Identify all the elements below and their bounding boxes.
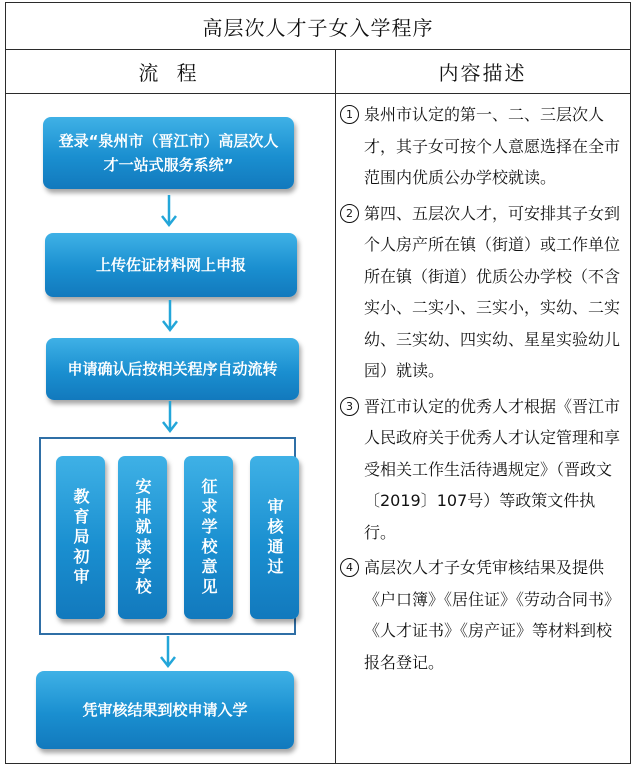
description-text: 第四、五层次人才，可安排其子女到个人房产所在镇（街道）或工作单位所在镇（街道）优质公办学校（不含实小、二实小、三实小，实幼、二实幼、三实幼、四实幼、星星实验幼儿园）就读。	[364, 203, 621, 380]
down-arrow-icon	[160, 401, 180, 435]
substep-label: 教育局初审	[71, 487, 90, 588]
substep-school-opinion	[184, 456, 233, 619]
column-divider	[335, 49, 336, 763]
flow-step-login: 登录“泉州市（晋江市）高层次人才一站式服务系统”	[43, 117, 294, 189]
down-arrow-icon	[158, 636, 178, 670]
table-header	[6, 49, 630, 94]
substep-approved	[250, 456, 299, 619]
review-substeps-group	[39, 437, 296, 635]
down-arrow-icon	[159, 195, 179, 229]
description-item	[340, 552, 625, 678]
description-text: 晋江市认定的优秀人才根据《晋江市人民政府关于优秀人才认定管理和享受相关工作生活待遇规定》（晋政文〔2019〕107号）等政策文件执行。	[364, 396, 621, 542]
circled-number: 3	[340, 397, 359, 416]
description-item	[340, 391, 625, 549]
description-item	[340, 99, 625, 194]
circled-number: 1	[340, 105, 359, 124]
substep-label: 安排就读学校	[133, 477, 152, 598]
flow-step-apply: 凭审核结果到校申请入学	[36, 671, 294, 749]
description-text: 高层次人才子女凭审核结果及提供《户口簿》《居住证》《劳动合同书》《人才证书》《房产证》等材料到校报名登记。	[364, 558, 621, 672]
down-arrow-icon	[160, 300, 180, 334]
circled-number: 4	[340, 558, 359, 577]
flow-step-confirm: 申请确认后按相关程序自动流转	[46, 338, 299, 400]
substep-arrange-school	[118, 456, 167, 619]
description-text: 泉州市认定的第一、二、三层次人才，其子女可按个人意愿选择在全市范围内优质公办学校就读。	[364, 105, 621, 187]
flow-column-header: 流 程	[138, 60, 203, 85]
description-column-header: 内容描述	[438, 60, 527, 85]
substep-education-bureau	[56, 456, 105, 619]
description-list	[340, 99, 625, 682]
description-item	[340, 198, 625, 387]
substep-label: 审核通过	[265, 497, 284, 578]
circled-number: 2	[340, 204, 359, 223]
table-title: 高层次人才子女入学程序	[6, 3, 630, 50]
flow-step-upload: 上传佐证材料网上申报	[45, 233, 297, 297]
substep-label: 征求学校意见	[199, 477, 218, 598]
